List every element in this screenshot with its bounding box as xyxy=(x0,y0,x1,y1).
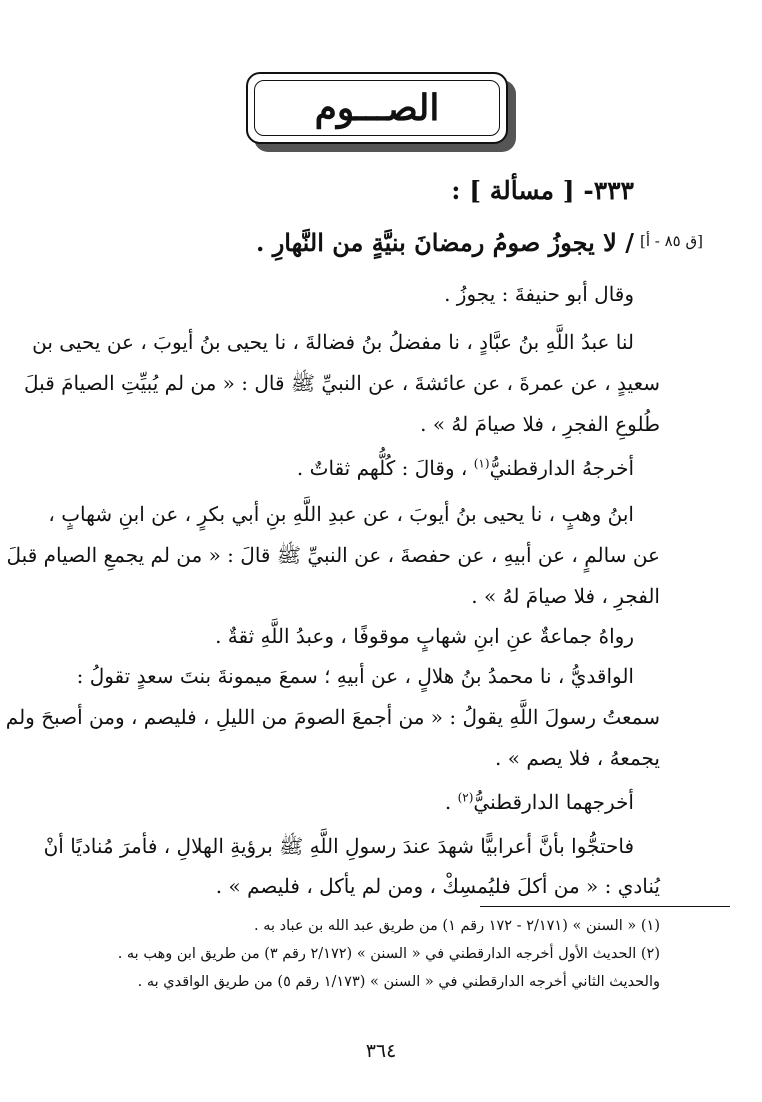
hadith-1-line-2: سعيدٍ ، عن عمرةَ ، عن عائشةَ ، عن النبيِّ ﷺ قال : « من لم يُبيِّتِ الصيامَ قبلَ xyxy=(24,371,660,395)
footnote-ref-2: (٢) xyxy=(457,790,474,805)
takhrij-1-rest: ، وقالَ : كُلُّهم ثقاتٌ . xyxy=(296,456,468,480)
hadith-3-line-1: الواقديُّ ، نا محمدُ بنُ هلالٍ ، عن أبيهِ ؛ سمعَ ميمونةَ بنتَ سعدٍ تقولُ : xyxy=(76,664,634,688)
paragraph-mawquf: رواهُ جماعةٌ عنِ ابنِ شهابٍ موقوفًا ، وعبدُ اللَّهِ ثقةٌ . xyxy=(215,624,634,648)
hadith-2-line-2: عن سالمٍ ، عن أبيهِ ، عن حفصةَ ، عن النبيِّ ﷺ قالَ : « من لم يجمعِ الصيام قبلَ xyxy=(6,543,660,567)
paragraph-abu-hanifa: وقال أبو حنيفةَ : يجوزُ . xyxy=(444,282,634,306)
masala-statement: / لا يجوزُ صومُ رمضانَ بنيَّةٍ من النَّهارِ . xyxy=(256,228,634,257)
title-frame-inner xyxy=(254,80,500,136)
takhrij-2-rest: . xyxy=(444,790,452,814)
footnote-separator xyxy=(480,906,730,907)
takhrij-2-text: أخرجهما الدارقطنيُّ xyxy=(473,790,634,814)
hadith-1-line-3: طُلوعِ الفجرِ ، فلا صيامَ لهُ » . xyxy=(420,412,660,436)
manuscript-margin-ref: [ق ٨٥ - أ] xyxy=(640,232,704,250)
takhrij-1-text: أخرجهُ الدارقطنيُّ xyxy=(489,456,634,480)
masala-heading: ٣٣٣- [ مسألة ] : xyxy=(451,176,634,205)
hadith-2-line-1: ابنُ وهبٍ ، نا يحيى بنُ أيوبَ ، عن عبدِ اللَّهِ بنِ أبي بكرٍ ، عن ابنِ شهابٍ ، xyxy=(48,502,634,526)
title-frame-outer xyxy=(246,72,508,144)
hadith-1-line-1: لنا عبدُ اللَّهِ بنُ عبَّادٍ ، نا مفضلُ بنُ فضالةَ ، نا يحيى بنُ أيوبَ ، عن يحيى بن xyxy=(32,330,634,354)
takhrij-1 xyxy=(297,456,634,480)
footnote-1: (١) « السنن » (٢/١٧١ - ١٧٢ رقم ١) من طريق عبد الله بن عباد به . xyxy=(254,918,660,934)
footnote-ref-1: (١) xyxy=(473,456,490,471)
chapter-title-frame xyxy=(246,72,518,154)
footnote-2: (٢) الحديث الأول أخرجه الدارقطني في « السنن » (٢/١٧٢ رقم ٣) من طريق ابن وهب به . xyxy=(117,946,660,962)
takhrij-2 xyxy=(445,790,634,814)
hadith-2-line-3: الفجرِ ، فلا صيامَ لهُ » . xyxy=(471,584,660,608)
page-number: ٣٦٤ xyxy=(365,1040,397,1062)
argument-line-1: فاحتجُّوا بأنَّ أعرابيًّا شهدَ عندَ رسولِ اللَّهِ ﷺ برؤيةِ الهلالِ ، فأمرَ مُناديًا أنْ xyxy=(43,834,634,858)
chapter-title: الصـــوم xyxy=(314,87,440,129)
hadith-3-line-2: سمعتُ رسولَ اللَّهِ يقولُ : « من أجمعَ الصومَ من الليلِ ، فليصم ، ومن أصبحَ ولم xyxy=(5,705,660,729)
hadith-3-line-3: يجمعهُ ، فلا يصم » . xyxy=(495,746,660,770)
footnote-2-continued: والحديث الثاني أخرجه الدارقطني في « السنن » (١/١٧٣ رقم ٥) من طريق الواقدي به . xyxy=(137,974,660,990)
argument-line-2: يُنادي : « من أكلَ فليُمسِكْ ، ومن لم يأكل ، فليصم » . xyxy=(215,874,660,898)
